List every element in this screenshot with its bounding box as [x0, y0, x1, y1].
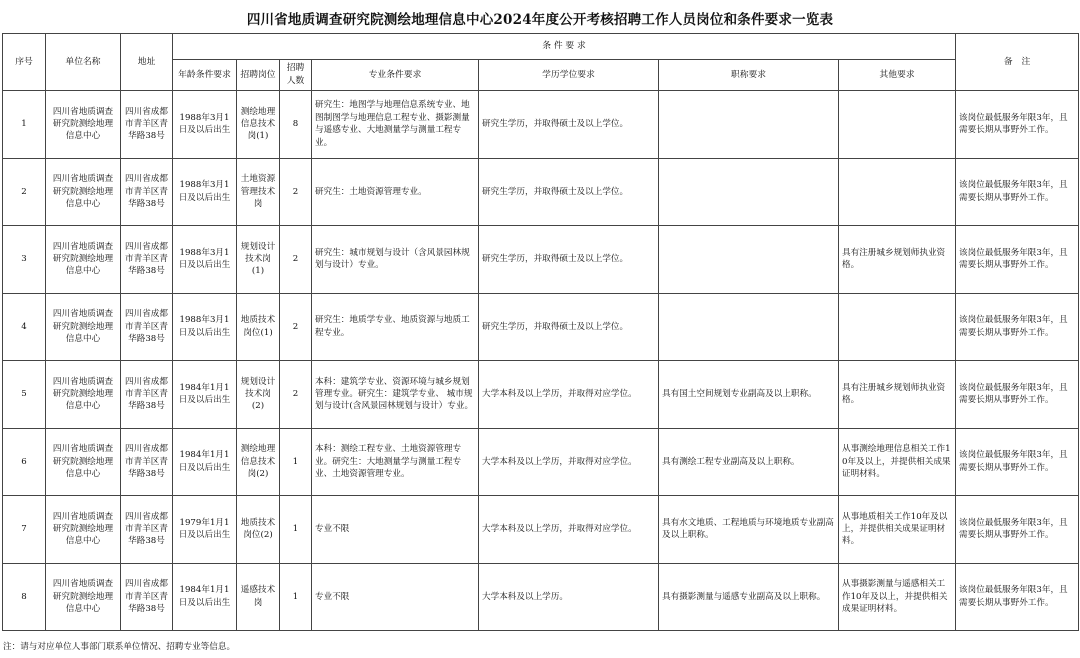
cell-address: 四川省成都市青羊区青华路38号 [121, 226, 173, 294]
cell-count: 1 [280, 496, 312, 564]
cell-other: 具有注册城乡规划师执业资格。 [839, 226, 956, 294]
cell-other: 从事测绘地理信息相关工作10年及以上，并提供相关成果证明材料。 [839, 428, 956, 496]
cell-other [839, 158, 956, 226]
cell-title-req [659, 226, 839, 294]
cell-index: 4 [3, 293, 46, 361]
cell-index: 1 [3, 91, 46, 159]
cell-address: 四川省成都市青羊区青华路38号 [121, 293, 173, 361]
cell-address: 四川省成都市青羊区青华路38号 [121, 496, 173, 564]
header-age: 年龄条件要求 [173, 60, 237, 91]
cell-title-req: 具有测绘工程专业副高及以上职称。 [659, 428, 839, 496]
cell-age: 1984年1月1日及以后出生 [173, 563, 237, 631]
cell-major: 研究生：地质学专业、地质资源与地质工程专业。 [312, 293, 479, 361]
cell-index: 3 [3, 226, 46, 294]
header-index: 序号 [3, 34, 46, 91]
header-remark: 备 注 [956, 34, 1079, 91]
cell-count: 2 [280, 293, 312, 361]
cell-degree: 大学本科及以上学历，并取得对应学位。 [479, 361, 659, 429]
cell-degree: 研究生学历，并取得硕士及以上学位。 [479, 158, 659, 226]
cell-unit: 四川省地质调查研究院测绘地理信息中心 [46, 361, 121, 429]
cell-remark: 该岗位最低服务年限3年，且需要长期从事野外工作。 [956, 361, 1079, 429]
cell-degree: 研究生学历，并取得硕士及以上学位。 [479, 293, 659, 361]
header-address: 地址 [121, 34, 173, 91]
header-title-req: 职称要求 [659, 60, 839, 91]
footnote: 注：请与对应单位人事部门联系单位情况、招聘专业等信息。 [3, 642, 236, 652]
cell-title-req [659, 91, 839, 159]
cell-count: 2 [280, 226, 312, 294]
cell-age: 1984年1月1日及以后出生 [173, 428, 237, 496]
cell-address: 四川省成都市青羊区青华路38号 [121, 361, 173, 429]
recruitment-table [2, 33, 1079, 631]
cell-post: 测绘地理信息技术岗(1) [237, 91, 280, 159]
cell-unit: 四川省地质调查研究院测绘地理信息中心 [46, 91, 121, 159]
cell-age: 1984年1月1日及以后出生 [173, 361, 237, 429]
cell-other: 具有注册城乡规划师执业资格。 [839, 361, 956, 429]
cell-degree: 大学本科及以上学历，并取得对应学位。 [479, 428, 659, 496]
cell-post: 地质技术岗位(1) [237, 293, 280, 361]
cell-post: 土地资源管理技术岗 [237, 158, 280, 226]
cell-count: 8 [280, 91, 312, 159]
table-row [3, 91, 1079, 159]
header-count: 招聘人数 [280, 60, 312, 91]
cell-remark: 该岗位最低服务年限3年，且需要长期从事野外工作。 [956, 428, 1079, 496]
cell-unit: 四川省地质调查研究院测绘地理信息中心 [46, 496, 121, 564]
cell-index: 8 [3, 563, 46, 631]
table-row [3, 563, 1079, 631]
cell-other [839, 293, 956, 361]
cell-index: 2 [3, 158, 46, 226]
cell-remark: 该岗位最低服务年限3年，且需要长期从事野外工作。 [956, 91, 1079, 159]
header-degree: 学历学位要求 [479, 60, 659, 91]
cell-index: 5 [3, 361, 46, 429]
cell-post: 规划设计技术岗(1) [237, 226, 280, 294]
cell-age: 1979年1月1日及以后出生 [173, 496, 237, 564]
cell-major: 本科：建筑学专业、资源环境与城乡规划管理专业。研究生：建筑学专业、 城市规划与设计(含风景园林规划与设计）专业。 [312, 361, 479, 429]
cell-post: 测绘地理信息技术岗(2) [237, 428, 280, 496]
cell-degree: 大学本科及以上学历，并取得对应学位。 [479, 496, 659, 564]
cell-address: 四川省成都市青羊区青华路38号 [121, 158, 173, 226]
header-conditions: 条 件 要 求 [173, 34, 956, 60]
cell-major: 专业不限 [312, 563, 479, 631]
cell-age: 1988年3月1日及以后出生 [173, 91, 237, 159]
cell-remark: 该岗位最低服务年限3年，且需要长期从事野外工作。 [956, 563, 1079, 631]
document-title: 四川省地质调查研究院测绘地理信息中心2024年度公开考核招聘工作人员岗位和条件要求一览表 [246, 12, 834, 28]
cell-index: 7 [3, 496, 46, 564]
cell-remark: 该岗位最低服务年限3年，且需要长期从事野外工作。 [956, 226, 1079, 294]
table-row [3, 428, 1079, 496]
cell-major: 专业不限 [312, 496, 479, 564]
cell-unit: 四川省地质调查研究院测绘地理信息中心 [46, 293, 121, 361]
cell-unit: 四川省地质调查研究院测绘地理信息中心 [46, 428, 121, 496]
cell-unit: 四川省地质调查研究院测绘地理信息中心 [46, 563, 121, 631]
header-unit: 单位名称 [46, 34, 121, 91]
cell-remark: 该岗位最低服务年限3年，且需要长期从事野外工作。 [956, 496, 1079, 564]
cell-count: 2 [280, 158, 312, 226]
header-major: 专业条件要求 [312, 60, 479, 91]
cell-address: 四川省成都市青羊区青华路38号 [121, 563, 173, 631]
cell-major: 研究生：地图学与地理信息系统专业、地图制图学与地理信息工程专业、摄影测量与遥感专业、大地测量学与测量工程专业。 [312, 91, 479, 159]
cell-count: 1 [280, 563, 312, 631]
cell-remark: 该岗位最低服务年限3年，且需要长期从事野外工作。 [956, 293, 1079, 361]
cell-title-req: 具有水文地质、工程地质与环境地质专业副高及以上职称。 [659, 496, 839, 564]
cell-unit: 四川省地质调查研究院测绘地理信息中心 [46, 158, 121, 226]
cell-major: 研究生：土地资源管理专业。 [312, 158, 479, 226]
cell-count: 2 [280, 361, 312, 429]
cell-degree: 研究生学历，并取得硕士及以上学位。 [479, 91, 659, 159]
table-row [3, 226, 1079, 294]
cell-post: 遥感技术岗 [237, 563, 280, 631]
cell-major: 本科：测绘工程专业、土地资源管理专业。研究生：大地测量学与测量工程专业、土地资源管理专业。 [312, 428, 479, 496]
cell-post: 规划设计技术岗(2) [237, 361, 280, 429]
cell-major: 研究生：城市规划与设计（含风景园林规划与设计）专业。 [312, 226, 479, 294]
cell-other: 从事摄影测量与遥感相关工作10年及以上，并提供相关成果证明材料。 [839, 563, 956, 631]
cell-other: 从事地质相关工作10年及以上，并提供相关成果证明材料。 [839, 496, 956, 564]
table-row [3, 293, 1079, 361]
cell-degree: 大学本科及以上学历。 [479, 563, 659, 631]
table-row [3, 496, 1079, 564]
cell-remark: 该岗位最低服务年限3年，且需要长期从事野外工作。 [956, 158, 1079, 226]
cell-post: 地质技术岗位(2) [237, 496, 280, 564]
cell-count: 1 [280, 428, 312, 496]
table-row [3, 361, 1079, 429]
cell-title-req: 具有国土空间规划专业副高及以上职称。 [659, 361, 839, 429]
cell-age: 1988年3月1日及以后出生 [173, 226, 237, 294]
cell-unit: 四川省地质调查研究院测绘地理信息中心 [46, 226, 121, 294]
cell-address: 四川省成都市青羊区青华路38号 [121, 91, 173, 159]
table-row [3, 158, 1079, 226]
cell-title-req: 具有摄影测量与遥感专业副高及以上职称。 [659, 563, 839, 631]
cell-address: 四川省成都市青羊区青华路38号 [121, 428, 173, 496]
cell-degree: 研究生学历，并取得硕士及以上学位。 [479, 226, 659, 294]
cell-index: 6 [3, 428, 46, 496]
cell-title-req [659, 293, 839, 361]
cell-other [839, 91, 956, 159]
cell-age: 1988年3月1日及以后出生 [173, 293, 237, 361]
cell-age: 1988年3月1日及以后出生 [173, 158, 237, 226]
cell-title-req [659, 158, 839, 226]
header-other: 其他要求 [839, 60, 956, 91]
header-post: 招聘岗位 [237, 60, 280, 91]
